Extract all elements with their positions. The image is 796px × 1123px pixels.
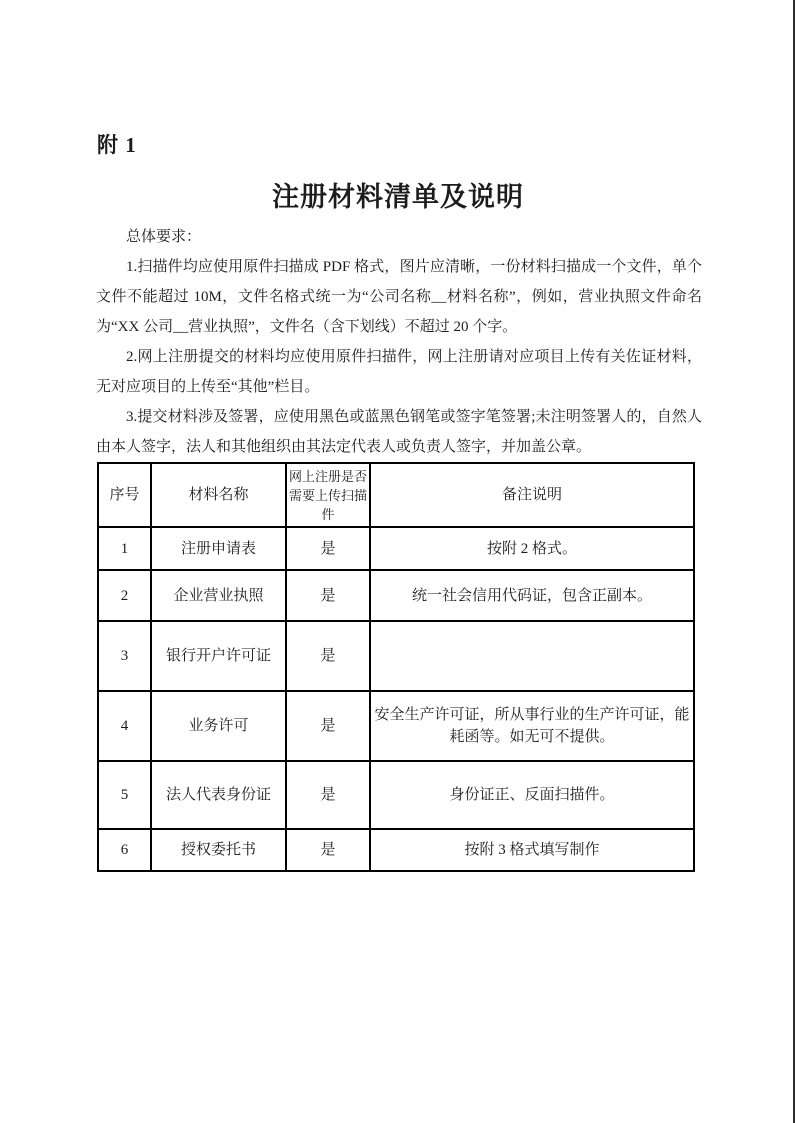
table-row <box>98 829 694 871</box>
cell-material-name: 业务许可 <box>151 691 286 761</box>
cell-no: 1 <box>98 527 151 570</box>
requirement-paragraph-1: 1.扫描件均应使用原件扫描成 PDF 格式，图片应清晰，一份材料扫描成一个文件，单个文件不能超过 10M，文件名格式统一为“公司名称__材料名称”，例如，营业执照文件命名为“XX 公司__营业执照”，文件名（含下划线）不超过 20 个字。 <box>96 259 702 335</box>
cell-material-name: 法人代表身份证 <box>151 761 286 829</box>
cell-remark: 按附 2 格式。 <box>370 527 694 570</box>
cell-scan-required: 是 <box>286 691 370 761</box>
table-row <box>98 621 694 691</box>
header-material-name: 材料名称 <box>151 463 286 527</box>
cell-material-name: 银行开户许可证 <box>151 621 286 691</box>
scan-page-edge <box>793 0 795 1123</box>
cell-scan-required: 是 <box>286 621 370 691</box>
cell-no: 4 <box>98 691 151 761</box>
cell-scan-required: 是 <box>286 829 370 871</box>
header-no: 序号 <box>98 463 151 527</box>
cell-scan-required: 是 <box>286 570 370 621</box>
requirements-heading: 总体要求： <box>126 229 202 245</box>
requirement-paragraph-3: 3.提交材料涉及签署，应使用黑色或蓝黑色钢笔或签字笔签署;未注明签署人的，自然人由本人签字，法人和其他组织由其法定代表人或负责人签字，并加盖公章。 <box>96 409 702 455</box>
cell-no: 2 <box>98 570 151 621</box>
cell-material-name: 授权委托书 <box>151 829 286 871</box>
cell-no: 3 <box>98 621 151 691</box>
cell-material-name: 注册申请表 <box>151 527 286 570</box>
attachment-label: 附 1 <box>97 133 137 157</box>
cell-no: 6 <box>98 829 151 871</box>
cell-remark: 统一社会信用代码证，包含正副本。 <box>370 570 694 621</box>
cell-remark: 按附 3 格式填写制作 <box>370 829 694 871</box>
table-row <box>98 761 694 829</box>
requirement-paragraph-2: 2.网上注册提交的材料均应使用原件扫描件，网上注册请对应项目上传有关佐证材料，无对应项目的上传至“其他”栏目。 <box>96 349 702 395</box>
cell-remark: 身份证正、反面扫描件。 <box>370 761 694 829</box>
header-scan-required: 网上注册是否需要上传扫描件 <box>286 463 370 527</box>
header-remark: 备注说明 <box>370 463 694 527</box>
cell-scan-required: 是 <box>286 527 370 570</box>
cell-remark <box>370 621 694 691</box>
cell-material-name: 企业营业执照 <box>151 570 286 621</box>
cell-scan-required: 是 <box>286 761 370 829</box>
table-row <box>98 691 694 761</box>
cell-no: 5 <box>98 761 151 829</box>
materials-table <box>97 462 695 872</box>
page-title: 注册材料清单及说明 <box>272 182 524 212</box>
table-row <box>98 570 694 621</box>
cell-remark: 安全生产许可证，所从事行业的生产许可证，能耗函等。如无可不提供。 <box>370 691 694 761</box>
table-row <box>98 527 694 570</box>
general-requirements <box>96 222 702 462</box>
table-header-row <box>98 463 694 527</box>
